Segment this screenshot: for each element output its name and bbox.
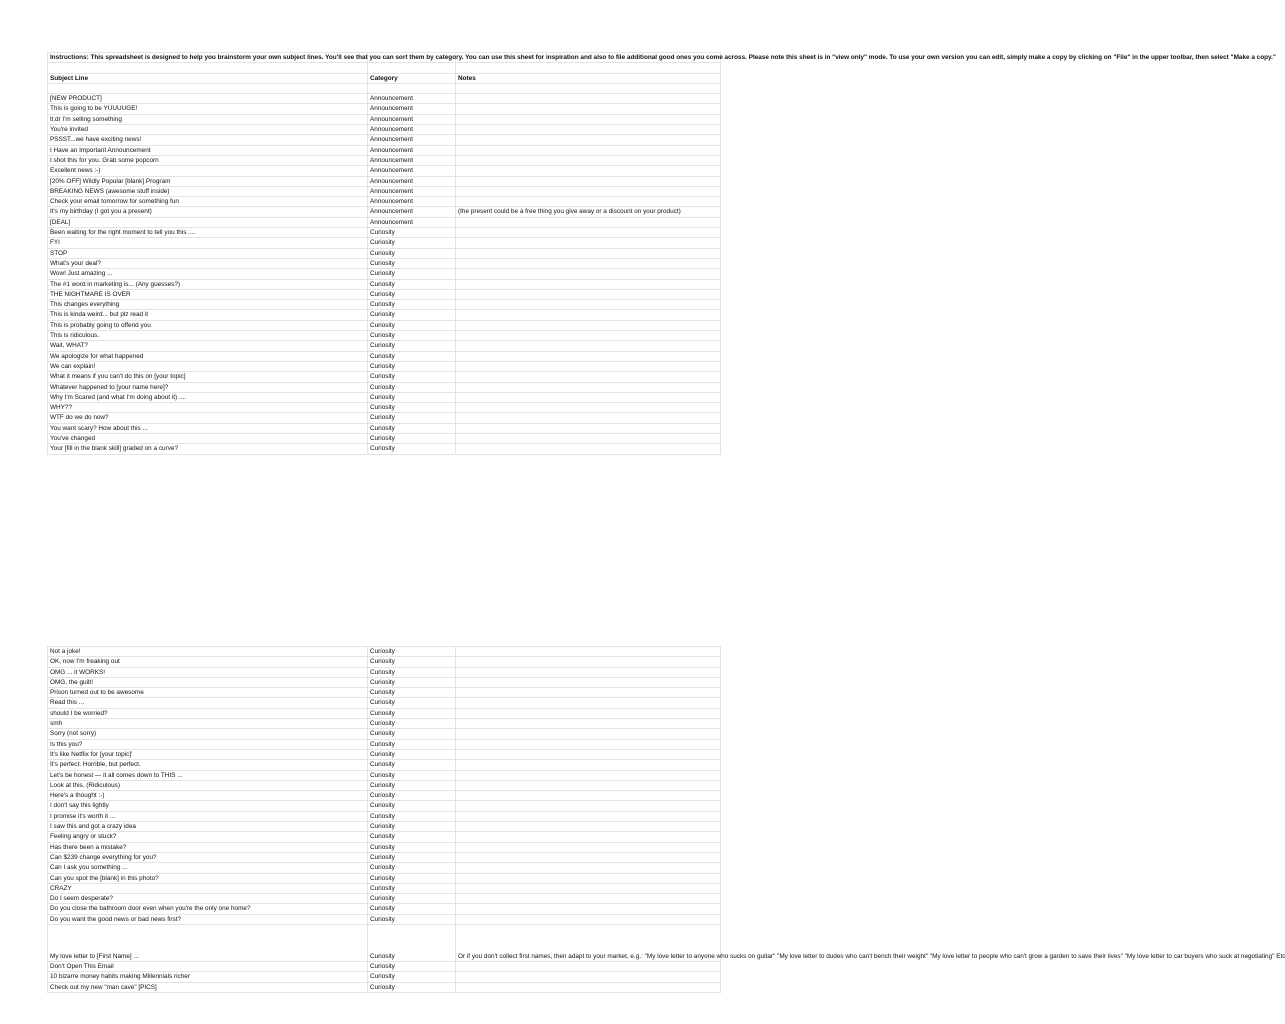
category-cell[interactable]: Curiosity — [368, 238, 456, 248]
subject-cell[interactable]: Do you want the good news or bad news first? — [48, 914, 368, 924]
subject-cell[interactable]: BREAKING NEWS (awesome stuff inside) — [48, 186, 368, 196]
subject-cell[interactable]: Why I'm Scared (and what I'm doing about it) .... — [48, 392, 368, 402]
notes-cell[interactable] — [456, 269, 721, 279]
table-row — [48, 904, 721, 914]
empty-cell[interactable] — [456, 83, 721, 93]
table-row — [48, 331, 721, 341]
subject-cell[interactable]: CRAZY — [48, 883, 368, 893]
subject-cell[interactable]: [NEW PRODUCT] — [48, 94, 368, 104]
table-row — [48, 197, 721, 207]
subject-cell[interactable]: Read this ... — [48, 698, 368, 708]
table-row — [48, 145, 721, 155]
notes-cell[interactable] — [456, 832, 721, 842]
notes-cell[interactable] — [456, 749, 721, 759]
category-cell[interactable]: Curiosity — [368, 351, 456, 361]
category-cell[interactable]: Curiosity — [368, 647, 456, 657]
subject-cell[interactable]: You want scary? How about this ... — [48, 423, 368, 433]
table-row — [48, 176, 721, 186]
category-cell[interactable]: Curiosity — [368, 698, 456, 708]
subject-cell[interactable]: What it means if you can't do this on [your topic] — [48, 372, 368, 382]
category-cell[interactable]: Curiosity — [368, 392, 456, 402]
notes-cell[interactable] — [456, 822, 721, 832]
category-cell[interactable]: Curiosity — [368, 811, 456, 821]
notes-cell[interactable] — [456, 372, 721, 382]
notes-cell[interactable] — [456, 914, 721, 924]
table-row — [48, 873, 721, 883]
subject-cell[interactable]: Don't Open This Email — [48, 962, 368, 972]
table-row — [48, 972, 721, 982]
notes-cell[interactable] — [456, 248, 721, 258]
table-row — [48, 811, 721, 821]
notes-cell[interactable] — [456, 883, 721, 893]
notes-cell[interactable] — [456, 688, 721, 698]
table-row — [48, 104, 721, 114]
table-row — [48, 248, 721, 258]
notes-cell[interactable] — [456, 760, 721, 770]
category-cell[interactable]: Curiosity — [368, 320, 456, 330]
table-row — [48, 403, 721, 413]
category-cell[interactable]: Announcement — [368, 145, 456, 155]
subject-cell[interactable]: Check your email tomorrow for something fun — [48, 197, 368, 207]
table-row — [48, 279, 721, 289]
subject-cell[interactable]: I shot this for you. Grab some popcorn — [48, 155, 368, 165]
category-cell[interactable]: Curiosity — [368, 822, 456, 832]
notes-cell[interactable] — [456, 135, 721, 145]
table-row — [48, 863, 721, 873]
subject-cell[interactable]: Feeling angry or stuck? — [48, 832, 368, 842]
table-row — [48, 914, 721, 924]
subject-cell[interactable]: Has there been a mistake? — [48, 842, 368, 852]
subject-cell[interactable]: Excellent news :-) — [48, 166, 368, 176]
subject-cell[interactable]: STOP — [48, 248, 368, 258]
notes-cell[interactable] — [456, 423, 721, 433]
category-cell[interactable]: Curiosity — [368, 310, 456, 320]
notes-cell[interactable] — [456, 382, 721, 392]
blank-row — [48, 63, 721, 73]
notes-cell[interactable] — [456, 361, 721, 371]
category-cell[interactable]: Curiosity — [368, 791, 456, 801]
table-row — [48, 657, 721, 667]
subject-cell[interactable]: OMG, the guilt! — [48, 677, 368, 687]
notes-cell[interactable] — [456, 780, 721, 790]
subject-cell[interactable]: We apologize for what happened — [48, 351, 368, 361]
table-row — [48, 832, 721, 842]
subject-cell[interactable]: Do you close the bathroom door even when you're the only one home? — [48, 904, 368, 914]
table-row — [48, 842, 721, 852]
notes-cell[interactable] — [456, 444, 721, 454]
notes-cell[interactable] — [456, 320, 721, 330]
category-cell[interactable]: Announcement — [368, 186, 456, 196]
notes-cell[interactable] — [456, 238, 721, 248]
subject-cell[interactable]: Wait, WHAT? — [48, 341, 368, 351]
notes-cell[interactable]: (the present could be a free thing you give away or a discount on your product) — [456, 207, 721, 217]
category-cell[interactable]: Curiosity — [368, 842, 456, 852]
category-cell[interactable]: Curiosity — [368, 925, 456, 962]
category-cell[interactable]: Announcement — [368, 197, 456, 207]
table-row — [48, 719, 721, 729]
notes-cell[interactable] — [456, 708, 721, 718]
subject-cell[interactable]: You're invited — [48, 125, 368, 135]
empty-cell[interactable] — [48, 63, 368, 73]
category-cell[interactable]: Announcement — [368, 135, 456, 145]
spreadsheet-page-1 — [47, 52, 1276, 455]
subject-cell[interactable]: FYI — [48, 238, 368, 248]
table-row — [48, 982, 721, 992]
category-cell[interactable]: Curiosity — [368, 873, 456, 883]
table-row — [48, 392, 721, 402]
table-row — [48, 791, 721, 801]
notes-cell[interactable] — [456, 300, 721, 310]
notes-cell[interactable] — [456, 341, 721, 351]
table-row — [48, 351, 721, 361]
notes-cell[interactable] — [456, 852, 721, 862]
table-row — [48, 186, 721, 196]
subject-cell[interactable]: smh — [48, 719, 368, 729]
subject-cell[interactable]: [20% OFF] Wildly Popular [blank] Program — [48, 176, 368, 186]
category-cell[interactable]: Curiosity — [368, 780, 456, 790]
notes-cell[interactable] — [456, 719, 721, 729]
notes-cell[interactable] — [456, 647, 721, 657]
category-cell[interactable]: Curiosity — [368, 904, 456, 914]
notes-cell[interactable] — [456, 729, 721, 739]
notes-cell[interactable] — [456, 155, 721, 165]
category-cell[interactable]: Curiosity — [368, 852, 456, 862]
category-cell[interactable]: Announcement — [368, 155, 456, 165]
notes-cell[interactable] — [456, 176, 721, 186]
notes-cell[interactable] — [456, 289, 721, 299]
table-row — [48, 677, 721, 687]
category-cell[interactable]: Curiosity — [368, 289, 456, 299]
empty-cell[interactable] — [368, 63, 456, 73]
category-cell[interactable]: Curiosity — [368, 760, 456, 770]
subject-cell[interactable]: I Have an Important Announcement — [48, 145, 368, 155]
notes-cell[interactable] — [456, 842, 721, 852]
subject-cell[interactable]: You've changed — [48, 433, 368, 443]
empty-cell[interactable] — [48, 83, 368, 93]
table-row — [48, 269, 721, 279]
notes-cell[interactable] — [456, 258, 721, 268]
subject-cell[interactable]: Can I ask you something ... — [48, 863, 368, 873]
subject-cell[interactable]: Can $239 change everything for you? — [48, 852, 368, 862]
table-row — [48, 760, 721, 770]
category-cell[interactable]: Curiosity — [368, 982, 456, 992]
category-cell[interactable]: Curiosity — [368, 719, 456, 729]
notes-cell[interactable] — [456, 698, 721, 708]
notes-cell[interactable] — [456, 392, 721, 402]
subject-cell[interactable]: 10 bizarre money habits making Millennials richer — [48, 972, 368, 982]
category-cell[interactable]: Announcement — [368, 176, 456, 186]
table-row — [48, 341, 721, 351]
table-row — [48, 894, 721, 904]
notes-cell[interactable] — [456, 310, 721, 320]
table-row — [48, 423, 721, 433]
category-cell[interactable]: Curiosity — [368, 801, 456, 811]
subject-cell[interactable]: This is probably going to offend you — [48, 320, 368, 330]
notes-cell[interactable] — [456, 114, 721, 124]
table-row — [48, 217, 721, 227]
subject-cell[interactable]: I saw this and got a crazy idea — [48, 822, 368, 832]
category-cell[interactable]: Curiosity — [368, 729, 456, 739]
table-row — [48, 166, 721, 176]
table-row — [48, 413, 721, 423]
header-subject-line[interactable]: Subject Line — [48, 73, 368, 83]
subject-cell[interactable]: It's perfect. Horrible, but perfect. — [48, 760, 368, 770]
table-row — [48, 925, 721, 962]
header-row — [48, 73, 721, 83]
notes-cell[interactable] — [456, 677, 721, 687]
category-cell[interactable]: Curiosity — [368, 361, 456, 371]
table-row — [48, 749, 721, 759]
category-cell[interactable]: Curiosity — [368, 770, 456, 780]
notes-cell[interactable] — [456, 982, 721, 992]
category-cell[interactable]: Curiosity — [368, 279, 456, 289]
notes-cell[interactable] — [456, 94, 721, 104]
subject-cell[interactable]: Can you spot the [blank] in this photo? — [48, 873, 368, 883]
notes-cell[interactable] — [456, 962, 721, 972]
subject-cell[interactable]: OK, now I'm freaking out — [48, 657, 368, 667]
blank-row — [48, 83, 721, 93]
table-row — [48, 382, 721, 392]
category-cell[interactable]: Curiosity — [368, 894, 456, 904]
notes-cell[interactable] — [456, 801, 721, 811]
table-row — [48, 801, 721, 811]
category-cell[interactable]: Curiosity — [368, 248, 456, 258]
table-row — [48, 300, 721, 310]
notes-cell[interactable] — [456, 279, 721, 289]
category-cell[interactable]: Announcement — [368, 94, 456, 104]
table-row — [48, 372, 721, 382]
subject-cell[interactable]: Whatever happened to [your name here]? — [48, 382, 368, 392]
table-row — [48, 207, 721, 217]
notes-cell[interactable] — [456, 413, 721, 423]
category-cell[interactable]: Curiosity — [368, 832, 456, 842]
subject-cell[interactable]: What's your deal? — [48, 258, 368, 268]
category-cell[interactable]: Curiosity — [368, 258, 456, 268]
category-cell[interactable]: Announcement — [368, 125, 456, 135]
subject-cell[interactable]: should I be worried? — [48, 708, 368, 718]
subject-cell[interactable]: Is this you? — [48, 739, 368, 749]
notes-cell[interactable] — [456, 894, 721, 904]
subject-cell[interactable]: PSSST...we have exciting news! — [48, 135, 368, 145]
notes-cell[interactable] — [456, 166, 721, 176]
notes-cell[interactable]: Or if you don't collect first names, then adapt to your market, e.g.: "My love letter to anyone who sucks on guitar" "My love letter to dudes who can't bench their weight" "My love letter to people who can't grow a garden to save their lives" "My love letter to car buyers who suck at negotiating" Etc — [456, 925, 721, 962]
category-cell[interactable]: Curiosity — [368, 372, 456, 382]
subject-cell[interactable]: Wow! Just amazing ... — [48, 269, 368, 279]
category-cell[interactable]: Announcement — [368, 217, 456, 227]
table-row — [48, 770, 721, 780]
table-row — [48, 883, 721, 893]
subject-cell[interactable]: I promise it's worth it ... — [48, 811, 368, 821]
subject-cell[interactable]: This is kinda weird... but plz read it — [48, 310, 368, 320]
category-cell[interactable]: Announcement — [368, 114, 456, 124]
table-row — [48, 289, 721, 299]
subject-cell[interactable]: It's like Netflix for [your topic]' — [48, 749, 368, 759]
subject-cell[interactable]: Your [fill in the blank skill] graded on a curve? — [48, 444, 368, 454]
notes-cell[interactable] — [456, 331, 721, 341]
instructions-cell[interactable]: Instructions: This spreadsheet is designed to help you brainstorm your own subject lines. You'll see that you can sort them by category. You can use this sheet for inspiration and also to file additional good ones you come across. Please note this sheet is in "view only" mode. To use your own version you can edit, simply make a copy by clicking on "File" in the upper toolbar, then select "Make a copy." — [48, 53, 368, 63]
category-cell[interactable]: Curiosity — [368, 677, 456, 687]
table-row — [48, 962, 721, 972]
category-cell[interactable]: Curiosity — [368, 300, 456, 310]
instructions-row — [48, 53, 721, 63]
notes-cell[interactable] — [456, 904, 721, 914]
subject-cell[interactable]: THE NIGHTMARE IS OVER — [48, 289, 368, 299]
table-row — [48, 708, 721, 718]
subject-cell[interactable]: The #1 word in marketing is... (Any guesses?) — [48, 279, 368, 289]
table-row — [48, 780, 721, 790]
subject-cell[interactable]: It's my birthday (I got you a present) — [48, 207, 368, 217]
category-cell[interactable]: Curiosity — [368, 657, 456, 667]
category-cell[interactable]: Curiosity — [368, 269, 456, 279]
category-cell[interactable]: Curiosity — [368, 708, 456, 718]
table-row — [48, 729, 721, 739]
notes-cell[interactable] — [456, 657, 721, 667]
category-cell[interactable]: Curiosity — [368, 382, 456, 392]
category-cell[interactable]: Announcement — [368, 207, 456, 217]
subject-cell[interactable]: We can explain! — [48, 361, 368, 371]
subject-cell[interactable]: Look at this. (Ridiculous) — [48, 780, 368, 790]
header-notes[interactable]: Notes — [456, 73, 721, 83]
notes-cell[interactable] — [456, 145, 721, 155]
notes-cell[interactable] — [456, 433, 721, 443]
category-cell[interactable]: Announcement — [368, 104, 456, 114]
notes-cell[interactable] — [456, 667, 721, 677]
subject-cell[interactable]: Prison turned out to be awesome — [48, 688, 368, 698]
category-cell[interactable]: Curiosity — [368, 972, 456, 982]
notes-cell[interactable] — [456, 403, 721, 413]
category-cell[interactable]: Curiosity — [368, 403, 456, 413]
category-cell[interactable]: Curiosity — [368, 444, 456, 454]
subject-cell[interactable]: [DEAL] — [48, 217, 368, 227]
category-cell[interactable]: Curiosity — [368, 688, 456, 698]
table-row — [48, 238, 721, 248]
subject-cell[interactable]: WTF do we do now? — [48, 413, 368, 423]
spreadsheet-page-2 — [47, 646, 1285, 993]
subject-cell[interactable]: Here's a thought :-) — [48, 791, 368, 801]
table-row — [48, 135, 721, 145]
table-row — [48, 698, 721, 708]
empty-cell[interactable] — [456, 63, 721, 73]
subject-cell[interactable]: Been waiting for the right moment to tell you this .... — [48, 228, 368, 238]
category-cell[interactable]: Curiosity — [368, 739, 456, 749]
notes-cell[interactable] — [456, 770, 721, 780]
notes-cell[interactable] — [456, 873, 721, 883]
category-cell[interactable]: Curiosity — [368, 883, 456, 893]
header-category[interactable]: Category — [368, 73, 456, 83]
notes-cell[interactable] — [456, 217, 721, 227]
empty-cell[interactable] — [368, 83, 456, 93]
notes-cell[interactable] — [456, 125, 721, 135]
category-cell[interactable]: Curiosity — [368, 228, 456, 238]
category-cell[interactable]: Curiosity — [368, 914, 456, 924]
table-row — [48, 114, 721, 124]
category-cell[interactable]: Curiosity — [368, 962, 456, 972]
notes-cell[interactable] — [456, 739, 721, 749]
table-row — [48, 647, 721, 657]
notes-cell[interactable] — [456, 972, 721, 982]
subject-cell[interactable]: I don't say this lightly — [48, 801, 368, 811]
table-row — [48, 688, 721, 698]
table-row — [48, 433, 721, 443]
category-cell[interactable]: Curiosity — [368, 341, 456, 351]
subject-cell[interactable]: This is going to be YUUUUGE! — [48, 104, 368, 114]
table-row — [48, 852, 721, 862]
subject-cell[interactable]: Do I seem desperate? — [48, 894, 368, 904]
notes-cell[interactable] — [456, 863, 721, 873]
table-row — [48, 94, 721, 104]
category-cell[interactable]: Curiosity — [368, 413, 456, 423]
subject-cell[interactable]: Let's be honest — it all comes down to THIS ... — [48, 770, 368, 780]
subject-cell[interactable]: WHY?? — [48, 403, 368, 413]
notes-cell[interactable] — [456, 186, 721, 196]
category-cell[interactable]: Curiosity — [368, 433, 456, 443]
notes-cell[interactable] — [456, 228, 721, 238]
table-row — [48, 667, 721, 677]
notes-cell[interactable] — [456, 811, 721, 821]
subject-cell[interactable]: My love letter to [First Name] ... — [48, 925, 368, 962]
subject-cell[interactable]: Not a joke! — [48, 647, 368, 657]
category-cell[interactable]: Curiosity — [368, 749, 456, 759]
category-cell[interactable]: Curiosity — [368, 423, 456, 433]
category-cell[interactable]: Curiosity — [368, 331, 456, 341]
table-row — [48, 228, 721, 238]
subject-cell[interactable]: OMG ... it WORKS! — [48, 667, 368, 677]
notes-cell[interactable] — [456, 791, 721, 801]
category-cell[interactable]: Curiosity — [368, 863, 456, 873]
table-row — [48, 310, 721, 320]
notes-cell[interactable] — [456, 104, 721, 114]
category-cell[interactable]: Curiosity — [368, 667, 456, 677]
table-row — [48, 739, 721, 749]
subject-cell[interactable]: This is ridiculous. — [48, 331, 368, 341]
table-row — [48, 822, 721, 832]
subject-cell[interactable]: Sorry (not sorry) — [48, 729, 368, 739]
table-row — [48, 155, 721, 165]
subject-cell[interactable]: Check out my new "man cave" [PICS] — [48, 982, 368, 992]
table-row — [48, 361, 721, 371]
subject-cell[interactable]: This changes everything — [48, 300, 368, 310]
table-row — [48, 320, 721, 330]
table-row — [48, 444, 721, 454]
notes-cell[interactable] — [456, 197, 721, 207]
notes-cell[interactable] — [456, 351, 721, 361]
table-row — [48, 125, 721, 135]
category-cell[interactable]: Announcement — [368, 166, 456, 176]
subject-cell[interactable]: tl;dr I'm selling something — [48, 114, 368, 124]
table-row — [48, 258, 721, 268]
